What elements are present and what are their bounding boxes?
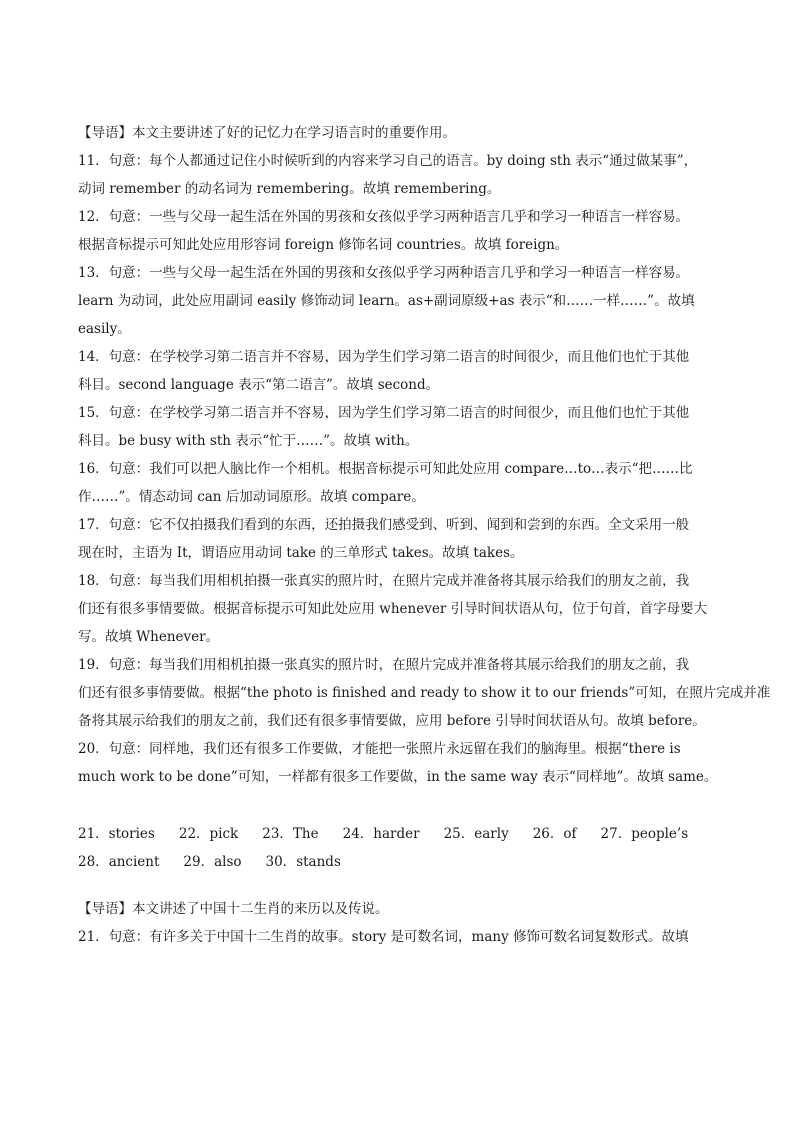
body-line: 现在时，主语为 It，谓语应用动词 take 的三单形式 takes。故填 takes。: [78, 545, 524, 561]
body-line: 科目。second language 表示“第二语言”。故填 second。: [78, 377, 440, 393]
section1-intro: 【导语】本文主要讲述了好的记忆力在学习语言时的重要作用。: [78, 125, 456, 141]
body-line: 18．句意：每当我们用相机拍摄一张真实的照片时，在照片完成并准备将其展示给我们的朋友之前，我: [78, 573, 690, 589]
body-line: easily。: [78, 321, 131, 337]
body-line: 们还有很多事情要做。根据音标提示可知此处应用 whenever 引导时间状语从句，位于句首，首字母要大: [78, 601, 708, 617]
answer-item: 29．also: [183, 854, 242, 870]
answer-item: 22．pick: [178, 826, 239, 842]
document-body: [78, 124, 771, 956]
body-line: 11．句意：每个人都通过记住小时候听到的内容来学习自己的语言。by doing sth 表示“通过做某事”，: [78, 153, 698, 169]
body-line: 21．句意：有许多关于中国十二生肖的故事。story 是可数名词，many 修饰可数名词复数形式。故填: [78, 929, 689, 945]
answer-key: [78, 820, 718, 876]
body-line: 19．句意：每当我们用相机拍摄一张真实的照片时，在照片完成并准备将其展示给我们的朋友之前，我: [78, 657, 690, 673]
answer-item: ancient: [108, 854, 160, 870]
body-line: 20．句意：同样地，我们还有很多工作要做，才能把一张照片永远留在我们的脑海里。根据“there is: [78, 741, 681, 757]
body-line: 12．句意：一些与父母一起生活在外国的男孩和女孩似乎学习两种语言几乎和学习一种语言一样容易。: [78, 209, 690, 225]
answer-item: 24．harder: [342, 826, 420, 842]
body-line: 13．句意：一些与父母一起生活在外国的男孩和女孩似乎学习两种语言几乎和学习一种语言一样容易。: [78, 265, 690, 281]
answer-item: 25．early: [443, 826, 509, 842]
body-line: much work to be done”可知，一样都有很多工作要做，in the same way 表示“同样地”。故填 same。: [78, 769, 718, 785]
section2-intro: 【导语】本文讲述了中国十二生肖的来历以及传说。: [78, 901, 389, 917]
body-line: 动词 remember 的动名词为 remembering。故填 remembering。: [78, 181, 501, 197]
answer-item: 30．stands: [265, 854, 341, 870]
body-line: 作……”。情态动词 can 后加动词原形。故填 compare。: [78, 489, 425, 505]
body-line: learn 为动词，此处应用副词 easily 修饰动词 learn。as+副词原级+as 表示“和……一样……”。故填: [78, 293, 695, 309]
answer-item: 21．stories: [78, 826, 155, 842]
body-line: 15．句意：在学校学习第二语言并不容易，因为学生们学习第二语言的时间很少，而且他们也忙于其他: [78, 405, 690, 421]
answer-item: 26．of: [532, 826, 577, 842]
body-line: 写。故填 Whenever。: [78, 629, 220, 645]
body-line: 备将其展示给我们的朋友之前，我们还有很多事情要做，应用 before 引导时间状语从句。故填 before。: [78, 713, 706, 729]
answer-item: 23．The: [262, 826, 319, 842]
answer-item: 27．people’s: [600, 826, 689, 842]
body-line: 14．句意：在学校学习第二语言并不容易，因为学生们学习第二语言的时间很少，而且他们也忙于其他: [78, 349, 690, 365]
body-line: 根据音标提示可知此处应用形容词 foreign 修饰名词 countries。故填 foreign。: [78, 237, 569, 253]
body-line: 们还有很多事情要做。根据“the photo is finished and ready to show it to our friends”可知，在照片完成并准: [78, 685, 771, 701]
section-gap: [78, 876, 718, 900]
body-line: 科目。be busy with sth 表示“忙于……”。故填 with。: [78, 433, 419, 449]
section-gap: [78, 796, 718, 820]
body-line: 17．句意：它不仅拍摄我们看到的东西，还拍摄我们感受到、听到、闻到和尝到的东西。全文采用一般: [78, 517, 690, 533]
answer-item: 28．: [78, 854, 109, 870]
body-line: 16．句意：我们可以把人脑比作一个相机。根据音标提示可知此处应用 compare…to…表示“把……比: [78, 461, 693, 477]
